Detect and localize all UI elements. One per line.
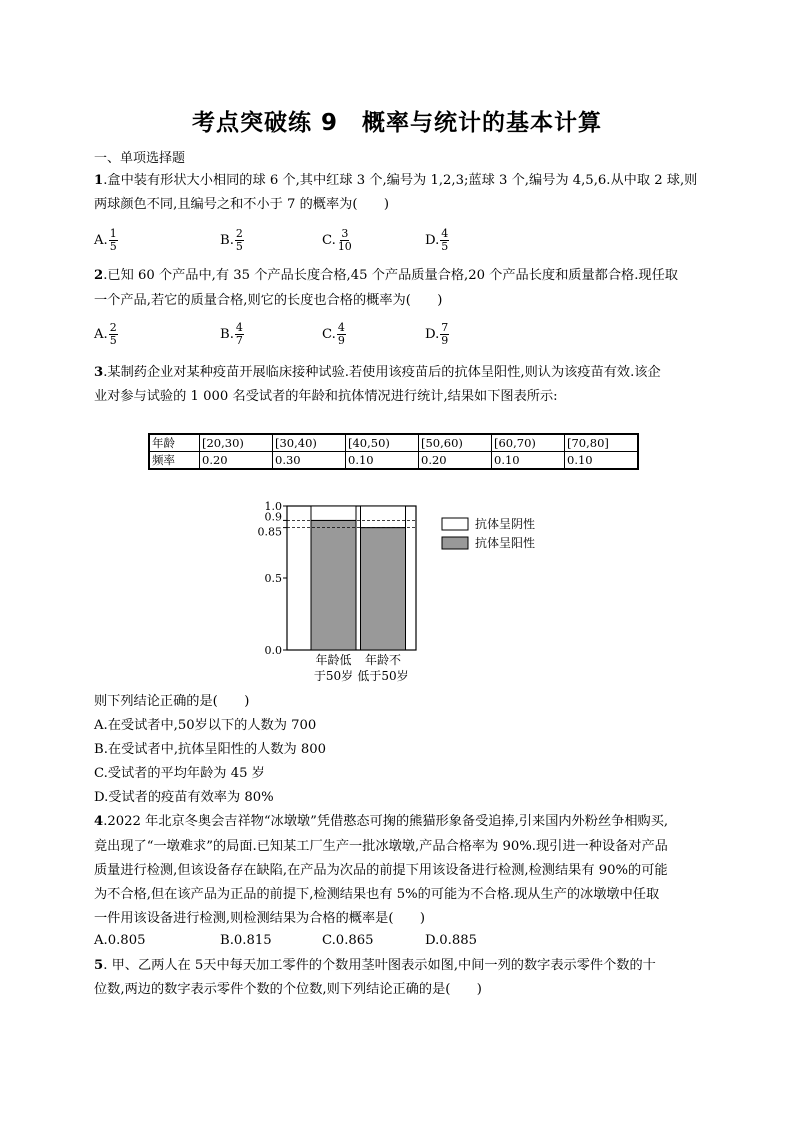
q1-number: 1 — [94, 173, 104, 188]
y-tick-label: 1.0 — [264, 500, 282, 513]
denominator: 5 — [109, 240, 117, 253]
denominator: 7 — [235, 334, 243, 347]
q2-number: 2 — [94, 268, 104, 283]
q4-option-b[interactable]: B.0.815 — [220, 933, 272, 948]
q2-option-c[interactable] — [322, 322, 346, 347]
q1-option-b[interactable] — [220, 228, 244, 253]
bar-negative — [311, 506, 356, 520]
q1-option-c[interactable] — [322, 228, 353, 253]
q4-option-c[interactable]: C.0.865 — [322, 933, 374, 948]
q1-option-d[interactable] — [425, 228, 449, 253]
q2-option-a[interactable] — [94, 322, 118, 347]
table-header-age: 年龄 — [149, 434, 200, 452]
q5-line1 — [94, 957, 656, 975]
q1-option-a[interactable] — [94, 228, 118, 253]
table-cell: 0.10 — [346, 452, 419, 470]
q3-option-d[interactable]: D.受试者的疫苗有效率为 80% — [94, 790, 274, 805]
q4-line4: 为不合格,但在该产品为正品的前提下,检测结果也有 5%的可能为不合格.现从生产的冰墩墩中任取 — [94, 887, 660, 902]
table-cell: 0.10 — [565, 452, 639, 470]
numerator: 7 — [441, 321, 449, 334]
table-cell: 0.20 — [419, 452, 492, 470]
numerator: 3 — [341, 227, 349, 240]
table-row — [149, 434, 638, 452]
legend-swatch-negative — [442, 518, 468, 530]
fraction — [235, 228, 244, 253]
option-label: B. — [220, 327, 234, 342]
q4-line5: 一件用该设备进行检测,则检测结果为合格的概率是( ) — [94, 911, 425, 926]
q3-line1 — [94, 364, 661, 382]
q4-line1 — [94, 813, 668, 831]
numerator: 4 — [441, 227, 449, 240]
y-tick-label: 0.9 — [264, 510, 282, 524]
q1-text-1: .盒中装有形状大小相同的球 6 个,其中红球 3 个,编号为 1,2,3;蓝球 3 个,编号为 4,5,6.从中取 2 球,则 — [103, 173, 698, 188]
fraction — [440, 322, 449, 347]
age-frequency-table — [148, 433, 639, 470]
q3-option-a[interactable]: A.在受试者中,50岁以下的人数为 700 — [94, 718, 317, 733]
option-label: B. — [220, 233, 234, 248]
table-cell: 0.30 — [273, 452, 346, 470]
section-heading: 一、单项选择题 — [94, 151, 186, 166]
legend-label: 抗体呈阳性 — [475, 536, 536, 550]
y-tick-label: 0.85 — [257, 525, 282, 539]
denominator: 5 — [109, 334, 117, 347]
option-label: D. — [425, 327, 440, 342]
denominator: 10 — [337, 240, 352, 253]
q2-option-b[interactable] — [220, 322, 244, 347]
q1-options — [94, 228, 694, 256]
option-label: A. — [94, 233, 108, 248]
numerator: 4 — [337, 321, 345, 334]
option-label: D. — [425, 233, 440, 248]
fraction — [337, 322, 346, 347]
option-label: C. — [322, 327, 336, 342]
q3-number: 3 — [94, 365, 104, 380]
x-tick-label: 于50岁 — [313, 669, 354, 683]
bar-negative — [361, 506, 406, 528]
q4-line3: 质量进行检测,但该设备存在缺陷,在产品为次品的前提下用该设备进行检测,检测结果有 90%的可能 — [94, 863, 668, 878]
option-label: A. — [94, 327, 108, 342]
q1-line1 — [94, 172, 697, 190]
option-label: C. — [322, 233, 336, 248]
q5-line2: 位数,两边的数字表示零件个数的个位数,则下列结论正确的是( ) — [94, 982, 482, 997]
numerator: 2 — [109, 321, 117, 334]
x-tick-label: 低于50岁 — [357, 669, 409, 683]
table-cell: 0.10 — [492, 452, 565, 470]
table-cell: [30,40) — [273, 434, 346, 452]
q1-line2: 两球颜色不同,且编号之和不小于 7 的概率为( ) — [94, 197, 390, 212]
table-cell: [60,70) — [492, 434, 565, 452]
fraction — [440, 228, 449, 253]
x-tick-label: 年龄低 — [315, 653, 352, 667]
q2-text-1: .已知 60 个产品中,有 35 个产品长度合格,45 个产品质量合格,20 个产品长度和质量都合格.现任取 — [103, 268, 678, 283]
q2-options — [94, 322, 694, 350]
fraction — [109, 322, 118, 347]
numerator: 2 — [235, 227, 243, 240]
x-tick-label: 年龄不 — [364, 653, 402, 667]
fraction — [337, 228, 353, 253]
fraction — [109, 228, 118, 253]
table-cell: [20,30) — [200, 434, 273, 452]
q2-line1 — [94, 267, 678, 285]
table-cell: [70,80] — [565, 434, 639, 452]
q3-question: 则下列结论正确的是( ) — [94, 694, 250, 709]
table-header-frequency: 频率 — [149, 452, 200, 470]
bar-positive — [361, 528, 406, 650]
q4-number: 4 — [94, 814, 104, 829]
q5-text-1: . 甲、乙两人在 5天中每天加工零件的个数用茎叶图表示如图,中间一列的数字表示零件个数的十 — [103, 958, 656, 973]
q2-line2: 一个产品,若它的质量合格,则它的长度也合格的概率为( ) — [94, 293, 443, 308]
denominator: 5 — [441, 240, 449, 253]
numerator: 1 — [109, 227, 117, 240]
denominator: 9 — [441, 334, 449, 347]
y-tick-label: 0.0 — [264, 644, 282, 657]
q5-number: 5 — [94, 958, 104, 973]
bar-positive — [311, 520, 356, 650]
legend-label: 抗体呈阴性 — [475, 517, 536, 531]
page-title: 考点突破练 9 概率与统计的基本计算 — [191, 110, 602, 136]
q3-text-1: .某制药企业对某种疫苗开展临床接种试验.若使用该疫苗后的抗体呈阳性,则认为该疫苗有效.该企 — [103, 365, 661, 380]
denominator: 5 — [235, 240, 243, 253]
fraction — [235, 322, 244, 347]
denominator: 9 — [337, 334, 345, 347]
table-cell: 0.20 — [200, 452, 273, 470]
table-row — [149, 452, 638, 470]
q4-line2: 竟出现了“一墩难求”的局面.已知某工厂生产一批冰墩墩,产品合格率为 90%.现引进一种设备对产品 — [94, 839, 668, 854]
legend-swatch-positive — [442, 537, 468, 549]
q3-option-c[interactable]: C.受试者的平均年龄为 45 岁 — [94, 766, 265, 781]
numerator: 4 — [235, 321, 243, 334]
q4-option-a[interactable]: A.0.805 — [94, 933, 146, 948]
table-cell: [40,50) — [346, 434, 419, 452]
q4-option-d[interactable]: D.0.885 — [425, 933, 478, 948]
antibody-stacked-bar-chart — [230, 495, 560, 690]
y-tick-label: 0.5 — [264, 572, 282, 585]
q4-text-1: .2022 年北京冬奥会吉祥物“冰墩墩”凭借憨态可掬的熊猫形象备受追捧,引来国内外粉丝争相购买, — [103, 814, 669, 829]
q3-option-b[interactable]: B.在受试者中,抗体呈阳性的人数为 800 — [94, 742, 327, 757]
q2-option-d[interactable] — [425, 322, 449, 347]
q3-line2: 业对参与试验的 1 000 名受试者的年龄和抗体情况进行统计,结果如下图表所示: — [94, 389, 558, 404]
table-cell: [50,60) — [419, 434, 492, 452]
